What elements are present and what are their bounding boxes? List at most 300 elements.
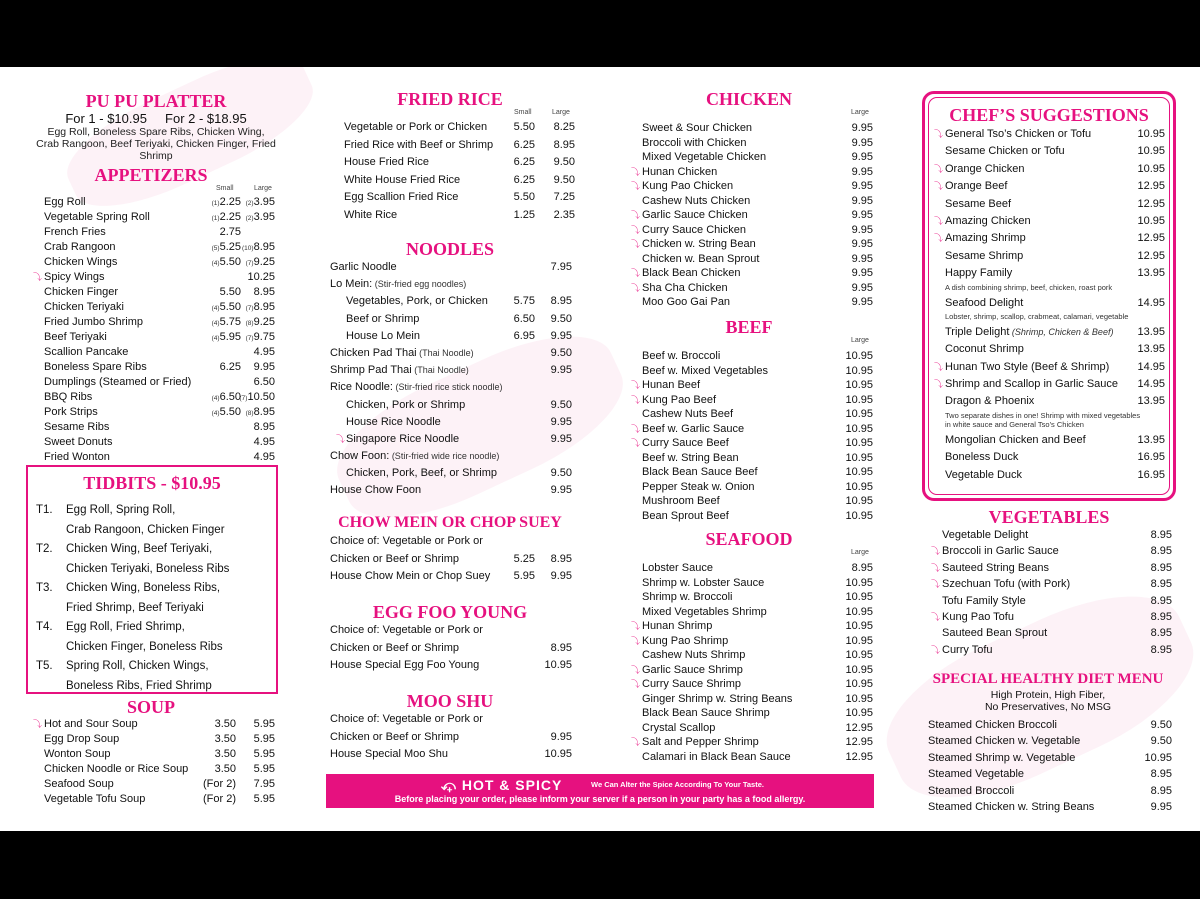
menu-item <box>945 467 1165 484</box>
chefs-suggestions-box <box>922 91 1176 501</box>
price-large <box>642 677 873 692</box>
chili-pepper-icon: ⤵ <box>631 268 641 278</box>
menu-item <box>631 281 874 296</box>
tidbit-line-1: Egg Roll, Fried Shrimp, <box>66 621 185 633</box>
item-name-text: Vegetable Spring Roll <box>44 211 150 223</box>
price-large-value: 10.25 <box>247 271 275 283</box>
menu-item <box>631 393 874 408</box>
price-small <box>44 225 241 240</box>
price-large <box>928 750 1172 766</box>
price-small-value: 6.25 <box>513 156 535 168</box>
chili-pepper-icon: ⤵ <box>934 129 944 139</box>
item-name-text: Cashew Nuts Beef <box>642 408 734 420</box>
price-small-value: 3.50 <box>214 763 236 775</box>
price-large <box>642 494 873 509</box>
menu-item <box>931 560 1172 576</box>
tidbit-line-1: Chicken Wing, Boneless Ribs, <box>66 582 221 594</box>
chili-pepper-icon: ⤵ <box>33 272 43 282</box>
price-large <box>642 252 873 267</box>
menu-item <box>44 255 276 270</box>
menu-item <box>642 590 874 605</box>
chili-pepper-icon: ⤵ <box>631 210 641 220</box>
price-large <box>44 255 275 271</box>
price-large-value: 10.95 <box>544 659 572 671</box>
item-name-text: Fried Jumbo Shrimp <box>44 316 144 328</box>
price-small-value: 6.25 <box>513 138 535 151</box>
price-large <box>942 642 1172 658</box>
menu-item <box>44 195 276 210</box>
price-large <box>44 270 275 285</box>
price-large-value: 10.95 <box>544 748 572 760</box>
price-large <box>44 315 275 331</box>
noodles-section <box>330 239 572 500</box>
price-large <box>928 733 1172 749</box>
price-large <box>642 281 873 296</box>
price-large-value: 10.95 <box>845 364 873 377</box>
price: 12.95 <box>1137 249 1165 262</box>
item-name-text: Beef w. Broccoli <box>642 350 721 362</box>
price: 12.95 <box>1137 197 1165 210</box>
menu-item <box>945 432 1165 449</box>
menu-item <box>934 126 1165 143</box>
price-large-value: 9.95 <box>851 122 873 134</box>
price-large-value: 10.95 <box>845 649 873 661</box>
tidbit-line-2: Chicken Teriyaki, Boneless Ribs <box>66 562 230 575</box>
vegetables-list <box>931 527 1172 658</box>
price-small-value: 5.50 <box>513 121 535 133</box>
item-name-text: Hunan Chicken <box>642 165 718 178</box>
price-large <box>928 783 1172 799</box>
price-small-value: 5.25 <box>513 552 535 565</box>
tidbit-code: T5. <box>36 660 53 672</box>
item-name-text: Broccoli with Chicken <box>642 136 747 149</box>
price: 16.95 <box>1137 451 1165 464</box>
menu-item <box>642 121 874 136</box>
item-name-text: Sweet Donuts <box>44 436 113 448</box>
price-large <box>642 349 873 364</box>
item-name-text: Steamed Broccoli <box>928 784 1015 797</box>
price-large-value: 9.95 <box>851 165 873 178</box>
price-large-value: 8.95 <box>1150 578 1172 591</box>
item-note: (Thai Noodle) <box>416 347 474 358</box>
menu-item <box>934 230 1165 247</box>
menu-item <box>928 750 1172 766</box>
chili-pepper-icon: ⤵ <box>931 546 941 557</box>
price-large <box>642 150 873 165</box>
item-name-text: Shrimp w. Lobster Sauce <box>642 576 765 589</box>
price-large-value: 10.95 <box>845 480 873 493</box>
menu-item <box>931 609 1172 625</box>
menu-item <box>945 248 1165 265</box>
large-label: Large <box>552 109 570 116</box>
piece-count: (7) <box>245 260 254 267</box>
price-large-value: 9.95 <box>851 180 873 192</box>
item-name-text: Vegetable or Pork or Chicken <box>344 121 488 133</box>
price-large-value: 12.95 <box>845 750 873 763</box>
item-name-text: Sauteed Bean Sprout <box>942 627 1048 640</box>
item-name-text: BBQ Ribs <box>44 391 93 403</box>
menu-item <box>642 750 874 765</box>
price-large-value: 9.25 <box>253 316 275 328</box>
menu-item <box>330 362 572 379</box>
item-name <box>330 276 466 293</box>
menu-item <box>631 422 874 437</box>
item-name-text: Vegetable Tofu Soup <box>44 793 146 805</box>
price-large <box>330 465 572 482</box>
item-name-text: Kung Pao Chicken <box>642 180 734 192</box>
healthy-diet-section <box>928 669 1172 815</box>
price-large-value: 5.95 <box>253 763 275 775</box>
item-name-text: Hot and Sour Soup <box>44 718 138 730</box>
price-large-value: 10.95 <box>845 495 873 507</box>
price-large <box>44 405 275 421</box>
price-large-value: 10.95 <box>845 620 873 632</box>
menu-item <box>928 717 1172 733</box>
menu-item <box>931 576 1172 592</box>
menu-item <box>928 783 1172 799</box>
item-name-text: Chicken, Pork or Shrimp <box>346 398 466 411</box>
price-large-value: 8.95 <box>253 286 275 298</box>
seafood-list <box>631 561 874 764</box>
item-name-text: Shrimp Pad Thai <box>330 364 412 377</box>
tidbit-item <box>28 657 276 696</box>
price-large-value: 3.95 <box>253 196 275 208</box>
chili-pepper-icon: ⤵ <box>631 181 641 191</box>
price-large <box>44 360 275 375</box>
price-large <box>330 311 572 328</box>
item-name-text: Broccoli in Garlic Sauce <box>942 545 1059 558</box>
price-large-value: 8.95 <box>1150 643 1172 656</box>
price-large-value: 8.95 <box>550 295 572 308</box>
item-name-text: Mixed Vegetables Shrimp <box>642 605 767 618</box>
price-large <box>330 729 572 747</box>
price-small-value: 5.50 <box>219 286 241 298</box>
price-large-value: 8.95 <box>1150 610 1172 623</box>
noodles-title: NOODLES <box>405 239 495 259</box>
menu-item <box>631 237 874 252</box>
item-name-text: Chicken Finger <box>44 286 118 298</box>
chili-pepper-icon: ⤵ <box>934 379 944 390</box>
menu-item <box>631 619 874 634</box>
menu-item <box>344 119 576 137</box>
menu-item <box>44 240 276 255</box>
item-name-text: Steamed Chicken w. Vegetable <box>928 735 1081 748</box>
menu-item <box>642 721 874 736</box>
price: 13.95 <box>1137 433 1165 446</box>
chili-pepper-icon: ⤵ <box>631 423 641 434</box>
price-small-value: (For 2) <box>203 793 236 805</box>
menu-item <box>330 328 572 345</box>
price: 14.95 <box>1137 378 1165 391</box>
price-large <box>642 576 873 591</box>
price-large-value: 9.50 <box>1150 735 1172 748</box>
chili-pepper-icon: ⤵ <box>931 562 941 573</box>
item-name-text: Orange Chicken <box>945 162 1025 175</box>
price-small-value: 6.25 <box>513 173 535 186</box>
menu-item <box>945 295 1165 312</box>
price-large-value: 8.95 <box>550 641 572 654</box>
item-name-text: Chicken or Beef or Shrimp <box>330 641 459 654</box>
item-name-text: Pork Strips <box>44 406 98 418</box>
chili-pepper-icon: ⤵ <box>631 737 641 747</box>
item-name-text: Steamed Chicken Broccoli <box>928 719 1058 731</box>
price-large <box>942 576 1172 592</box>
spice-note: We Can Alter the Spice According To Your Taste. <box>591 780 764 789</box>
item-name-text: Singapore Rice Noodle <box>346 432 460 445</box>
item-name-text: Chicken Pad Thai <box>330 346 417 359</box>
tidbit-line-1: Egg Roll, Spring Roll, <box>66 504 176 516</box>
price: 16.95 <box>1137 468 1165 481</box>
item-name-text: Orange Beef <box>945 180 1008 193</box>
price-large <box>44 777 275 792</box>
soup-title: SOUP <box>126 697 175 717</box>
item-name-text: Happy Family <box>945 267 1013 280</box>
item-name-text: Mixed Vegetable Chicken <box>642 151 767 163</box>
price-large <box>344 172 575 190</box>
tidbit-code: T3. <box>36 582 53 594</box>
menu-item <box>330 311 572 328</box>
item-name-text: Steamed Chicken w. String Beans <box>928 800 1095 813</box>
item-name-text: Chicken w. String Bean <box>642 238 756 250</box>
menu-item <box>330 568 572 586</box>
price-large-value: 9.95 <box>550 570 572 582</box>
price-large <box>642 590 873 605</box>
price-large <box>642 619 873 634</box>
price-large-value: 9.95 <box>550 415 572 428</box>
item-name-text: House Lo Mein <box>346 329 420 342</box>
price-small-value: 5.50 <box>219 406 241 418</box>
price-large <box>642 266 873 281</box>
large-label: Large <box>254 185 272 192</box>
item-name-text: Curry Sauce Beef <box>642 437 729 449</box>
item-name-text: Mongolian Chicken and Beef <box>945 433 1086 446</box>
item-name-text: Kung Pao Shrimp <box>642 634 729 647</box>
price-large-value: 10.95 <box>845 466 873 478</box>
item-name-text: Chicken Teriyaki <box>44 301 124 313</box>
menu-item <box>942 527 1172 543</box>
price-large <box>330 397 572 414</box>
item-name-text: Salt and Pepper Shrimp <box>642 736 759 748</box>
price-large-value: 9.95 <box>851 252 873 265</box>
price-small-value: 5.50 <box>513 191 535 203</box>
menu-item <box>642 295 874 310</box>
price-large-value: 10.95 <box>845 437 873 449</box>
menu-item <box>44 450 276 465</box>
menu-item <box>44 330 276 345</box>
item-name-text: Sweet & Sour Chicken <box>642 122 753 134</box>
healthy-diet-list <box>928 717 1172 815</box>
piece-count: (8) <box>245 410 254 417</box>
seafood-title: SEAFOOD <box>705 529 793 549</box>
item-name-text: Shrimp and Scallop in Garlic Sauce <box>945 378 1119 391</box>
menu-item <box>642 692 874 707</box>
egg-foo-young-title: EGG FOO YOUNG <box>372 602 528 622</box>
price-large <box>642 735 873 750</box>
piece-count: (4) <box>211 260 220 267</box>
price-large-value: 10.95 <box>845 707 873 719</box>
item-name-text: Dragon & Phoenix <box>945 395 1035 408</box>
tidbits-list <box>28 501 276 696</box>
price-large-value: 8.95 <box>1150 768 1172 781</box>
item-description: A dish combining shrimp, beef, chicken, roast pork <box>945 282 1113 292</box>
item-name-text: House Special Egg Foo Young <box>330 659 480 671</box>
price-large-value: 8.95 <box>1150 561 1172 574</box>
item-name-text: Boneless Duck <box>945 451 1019 464</box>
chili-pepper-icon: ⤵ <box>631 394 641 405</box>
item-name-text: Seafood Soup <box>44 778 114 790</box>
price-large-value: 10.95 <box>845 663 873 676</box>
menu-item <box>945 196 1165 213</box>
large-label: Large <box>851 109 869 116</box>
item-note: (Stir-fried egg noodles) <box>372 279 467 290</box>
tidbit-line-1: Chicken Wing, Beef Teriyaki, <box>66 543 213 555</box>
price-large-value: 8.95 <box>253 241 275 253</box>
chili-pepper-icon: ⤵ <box>631 438 641 448</box>
menu-item <box>642 509 874 524</box>
item-name-text: Amazing Shrimp <box>945 232 1026 245</box>
price-large <box>642 223 873 238</box>
menu-item <box>631 165 874 180</box>
fried-rice-section <box>344 89 576 224</box>
menu-item <box>642 364 874 379</box>
item-name-text: Sesame Ribs <box>44 421 110 433</box>
price-large-value: 4.95 <box>253 451 275 463</box>
menu-item <box>330 711 572 729</box>
menu-item <box>44 777 276 792</box>
menu-item <box>44 285 276 300</box>
price-large <box>330 551 572 569</box>
menu-item <box>928 733 1172 749</box>
price-large-value: 5.95 <box>253 748 275 760</box>
price-large-value: 10.95 <box>845 393 873 406</box>
item-name-text: Mushroom Beef <box>642 495 720 507</box>
piece-count: (4) <box>211 305 220 312</box>
price-large-value: 7.95 <box>550 261 572 273</box>
menu-item <box>330 533 572 551</box>
price-small-value: 5.50 <box>219 301 241 313</box>
price-large-value: 9.95 <box>550 329 572 342</box>
price-large-value: 10.95 <box>845 408 873 420</box>
tidbit-line-1: Spring Roll, Chicken Wings, <box>66 660 209 672</box>
menu-item <box>44 300 276 315</box>
price-large <box>44 210 275 226</box>
price-large <box>330 259 572 276</box>
price-large <box>330 328 572 345</box>
price-large-value: 12.95 <box>845 736 873 748</box>
item-name-text: Sha Cha Chicken <box>642 281 728 294</box>
price-large-value: 9.50 <box>553 156 575 168</box>
price-large-value: 9.95 <box>851 238 873 250</box>
price-large-value: 6.50 <box>253 376 275 388</box>
price-large <box>928 799 1172 815</box>
price-large-value: 10.95 <box>845 451 873 464</box>
price-large <box>44 732 275 747</box>
chili-pepper-icon: ⤵ <box>336 433 346 444</box>
item-note: (Stir-fried rice stick noodle) <box>392 382 503 393</box>
item-name-text: Chicken or Beef or Shrimp <box>330 552 459 565</box>
menu-item <box>642 150 874 165</box>
piece-count: (4) <box>211 335 220 342</box>
menu-item <box>330 551 572 569</box>
price-large <box>642 165 873 180</box>
menu-item <box>330 276 572 293</box>
price-large <box>330 482 572 499</box>
price-large <box>344 207 575 225</box>
price-large-value: 8.95 <box>1150 627 1172 640</box>
price-small-value: 3.50 <box>214 718 236 730</box>
price-large-value: 8.95 <box>553 138 575 151</box>
item-name-text: Choice of: Vegetable or Pork or <box>330 624 483 636</box>
price: 12.95 <box>1137 232 1165 245</box>
price-small-value: 2.25 <box>219 196 241 208</box>
chili-pepper-icon: ⤵ <box>934 215 944 226</box>
item-name-text: Boneless Spare Ribs <box>44 361 147 373</box>
item-name-text: Steamed Shrimp w. Vegetable <box>928 751 1076 764</box>
tidbits-title: TIDBITS - $10.95 <box>83 473 221 493</box>
item-name-text: Rice Noodle: <box>330 381 393 394</box>
price-large <box>44 450 275 465</box>
menu-item <box>642 576 874 591</box>
price: 13.95 <box>1137 267 1165 280</box>
menu-item <box>330 448 572 465</box>
menu-item <box>642 194 874 209</box>
menu-item <box>934 161 1165 178</box>
price-large-value: 9.95 <box>550 432 572 445</box>
item-name-text: Curry Tofu <box>942 643 993 656</box>
item-name <box>330 379 503 396</box>
item-name-text: Triple Delight <box>945 325 1010 338</box>
price-large-value: 9.25 <box>253 256 275 268</box>
item-name-text: Bean Sprout Beef <box>642 509 729 522</box>
menu-item <box>631 735 874 750</box>
tidbit-item <box>28 618 276 657</box>
item-name-text: Beef w. Garlic Sauce <box>642 422 745 435</box>
item-name-text: Coconut Shrimp <box>945 343 1024 356</box>
noodles-list <box>330 259 572 500</box>
price-large-value: 10.95 <box>845 605 873 618</box>
piece-count: (7) <box>245 305 254 312</box>
item-name-text: House Fried Rice <box>344 156 429 168</box>
item-note: (Thai Noodle) <box>411 365 469 376</box>
price-large <box>642 378 873 393</box>
menu-item <box>44 747 276 762</box>
price: 10.95 <box>1137 162 1165 175</box>
price-large <box>44 435 275 450</box>
item-description: Two separate dishes in one! Shrimp with mixed vegetables in white sauce and General Tso’s Chicken <box>945 410 1141 429</box>
price-large-value: 10.50 <box>247 391 275 403</box>
price-small-value: 5.95 <box>513 570 535 582</box>
price: 13.95 <box>1137 343 1165 356</box>
price-large-value: 9.95 <box>851 209 873 221</box>
price-large-value: 8.95 <box>1150 545 1172 558</box>
price-large-value: 9.95 <box>851 194 873 207</box>
price-small-value: (For 2) <box>203 778 236 790</box>
price-large-value: 8.95 <box>253 421 275 433</box>
large-label: Large <box>851 337 869 344</box>
price-large-value: 9.50 <box>553 173 575 186</box>
price: 14.95 <box>1137 296 1165 309</box>
piece-count: (8) <box>245 320 254 327</box>
appetizers-list <box>33 195 276 465</box>
menu-item <box>931 543 1172 559</box>
menu-item <box>631 266 874 281</box>
menu-item <box>631 436 874 451</box>
menu-item <box>44 390 276 405</box>
item-name-text: Chicken, Pork, Beef, or Shrimp <box>346 467 498 480</box>
menu-item <box>344 137 576 155</box>
price-large-value: 9.95 <box>851 151 873 163</box>
price-large <box>642 648 873 663</box>
